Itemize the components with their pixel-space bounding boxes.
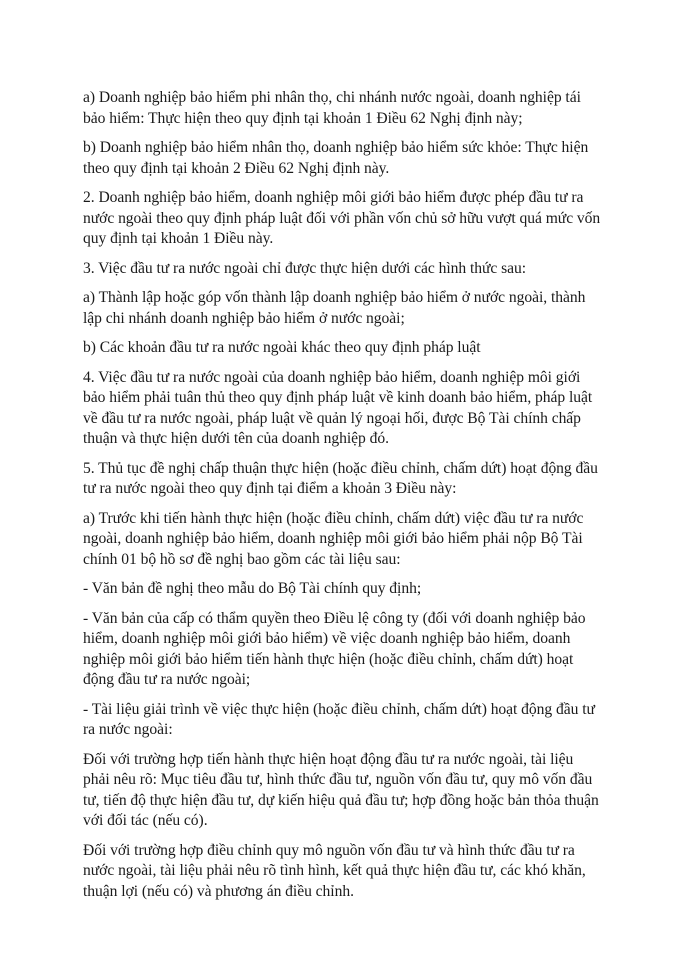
paragraph-3-investment-forms: 3. Việc đầu tư ra nước ngoài chỉ được thực hiện dưới các hình thức sau: bbox=[83, 259, 527, 277]
paragraph-new-investment-case: Đối với trường hợp tiến hành thực hiện hoạt động đầu tư ra nước ngoài, tài liệu phải nêu rõ: Mục tiêu đầu tư, hình thức đầu tư, nguồn vốn đầu tư, quy mô vốn đầu tư, tiến độ thực hiện đầu tư, dự kiến hiệu quả đầu tư; hợp đồng hoặc bản thỏa thuận với đối tác (nếu có). bbox=[83, 750, 599, 829]
paragraph-3a-establishment: a) Thành lập hoặc góp vốn thành lập doanh nghiệp bảo hiểm ở nước ngoài, thành lập chi nhánh doanh nghiệp bảo hiểm ở nước ngoài; bbox=[83, 289, 586, 327]
paragraph-adjustment-case: Đối với trường hợp điều chỉnh quy mô nguồn vốn đầu tư và hình thức đầu tư ra nước ngoài, tài liệu phải nêu rõ tình hình, kết quả thực hiện đầu tư, các khó khăn, thuận lợi (nếu có) và phương án điều chỉnh. bbox=[83, 841, 586, 900]
paragraph-5a-dossier: a) Trước khi tiến hành thực hiện (hoặc điều chỉnh, chấm dứt) việc đầu tư ra nước ngoài, doanh nghiệp bảo hiểm, doanh nghiệp môi giới bảo hiểm phải nộp Bộ Tài chính 01 bộ hồ sơ đề nghị bao gồm các tài liệu sau: bbox=[83, 509, 584, 568]
paragraph-3b-other-investments: b) Các khoản đầu tư ra nước ngoài khác theo quy định pháp luật bbox=[83, 339, 481, 356]
bullet-authority-document: - Văn bản của cấp có thẩm quyền theo Điều lệ công ty (đối với doanh nghiệp bảo hiểm, doanh nghiệp môi giới bảo hiểm) về việc doanh nghiệp bảo hiểm, doanh nghiệp môi giới bảo hiểm tiến hành thực hiện (hoặc điều chỉnh, chấm dứt) hoạt động đầu tư ra nước ngoài; bbox=[83, 609, 586, 688]
bullet-request-document: - Văn bản đề nghị theo mẫu do Bộ Tài chính quy định; bbox=[83, 580, 422, 597]
paragraph-1b-life-health: b) Doanh nghiệp bảo hiểm nhân thọ, doanh nghiệp bảo hiểm sức khỏe: Thực hiện theo quy định tại khoản 2 Điều 62 Nghị định này. bbox=[83, 139, 589, 177]
paragraph-2-permitted-investment: 2. Doanh nghiệp bảo hiểm, doanh nghiệp môi giới bảo hiểm được phép đầu tư ra nước ngoài theo quy định pháp luật đối với phần vốn chủ sở hữu vượt quá mức vốn quy định tại khoản 1 Điều này. bbox=[83, 189, 601, 247]
paragraph-5-approval-procedure: 5. Thủ tục đề nghị chấp thuận thực hiện (hoặc điều chỉnh, chấm dứt) hoạt động đầu tư ra nước ngoài theo quy định tại điểm a khoản 3 Điều này: bbox=[83, 459, 598, 497]
paragraph-1a-non-life: a) Doanh nghiệp bảo hiểm phi nhân thọ, chi nhánh nước ngoài, doanh nghiệp tái bảo hiểm: Thực hiện theo quy định tại khoản 1 Điều 62 Nghị định này; bbox=[83, 89, 581, 127]
bullet-explanation-document: - Tài liệu giải trình về việc thực hiện (hoặc điều chỉnh, chấm dứt) hoạt động đầu tư ra nước ngoài: bbox=[83, 700, 595, 738]
paragraph-4-compliance: 4. Việc đầu tư ra nước ngoài của doanh nghiệp bảo hiểm, doanh nghiệp môi giới bảo hiểm phải tuân thủ theo quy định pháp luật về kinh doanh bảo hiểm, pháp luật về đầu tư ra nước ngoài, pháp luật về quản lý ngoại hối, được Bộ Tài chính chấp thuận và thực hiện dưới tên của doanh nghiệp đó. bbox=[83, 368, 593, 447]
